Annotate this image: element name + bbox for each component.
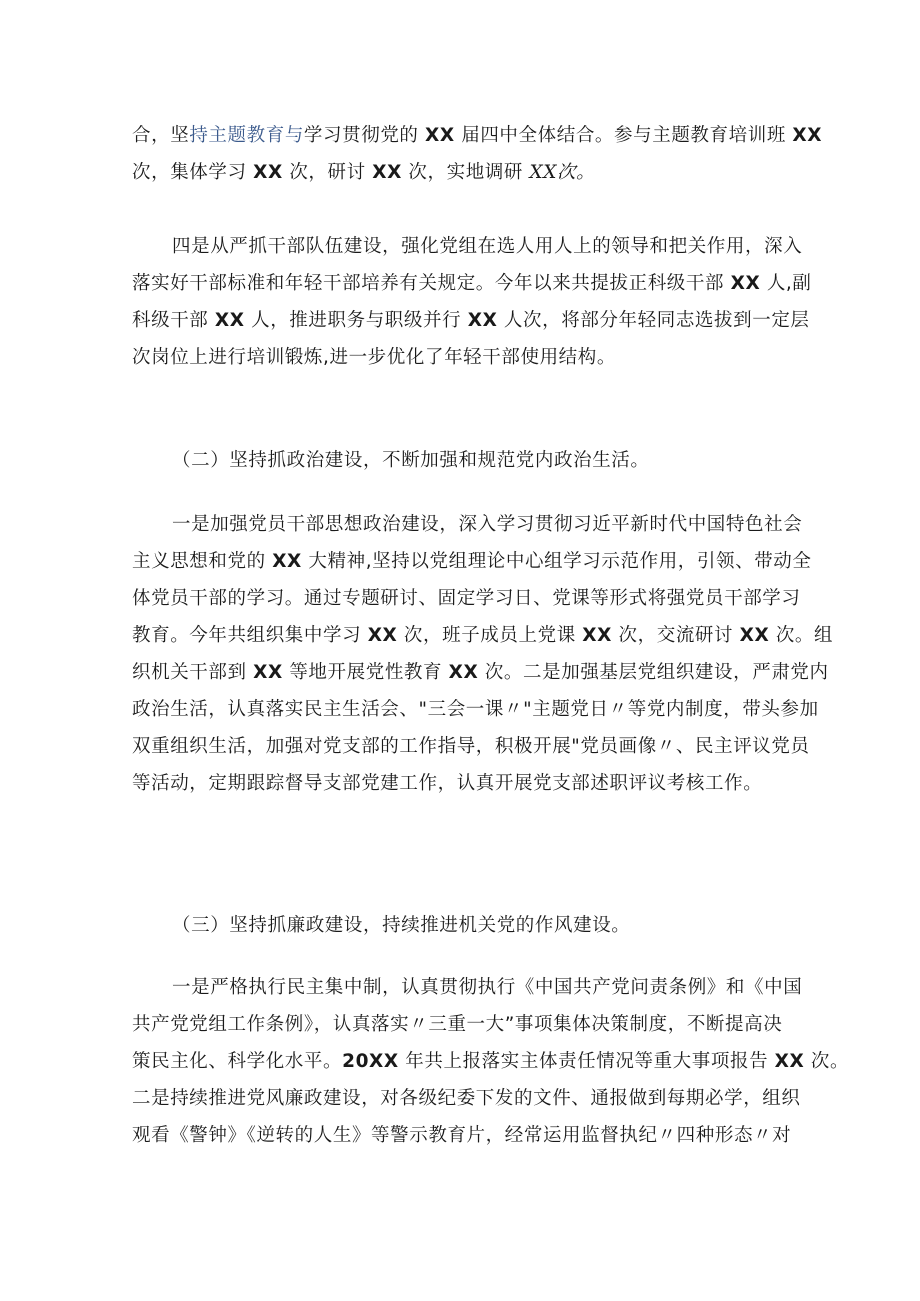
paragraph-1: [132, 117, 823, 191]
paragraph-3-line-2: 主义思想和党的 XX 大精神,坚持以党组理论中心组学习示范作用，引领、带动全: [132, 551, 812, 572]
paragraph-3-line-4: 教育。今年共组织集中学习 XX 次，班子成员上党课 XX 次，交流研讨 XX 次。组: [132, 625, 834, 646]
paragraph-4-line-3: 策民主化、科学化水平。20XX 年共上报落实主体责任情况等重大事项报告 XX 次。: [132, 1051, 850, 1072]
section-heading-2: [132, 442, 792, 479]
paragraph-1-line-1: 合，坚持主题教育与学习贯彻党的 XX 届四中全体结合。参与主题教育培训班 XX: [132, 125, 823, 146]
paragraph-3-line-7: 双重组织生活，加强对党支部的工作指导，积极开展"党员画像〃、民主评议党员: [132, 736, 810, 757]
paragraph-3-line-8: 等活动，定期跟踪督导支部党建工作，认真开展党支部述职评议考核工作。: [132, 773, 763, 794]
paragraph-4-line-5: 观看《警钟》《逆转的人生》等警示教育片，经常运用监督执纪〃四种形态〃对: [132, 1125, 792, 1146]
paragraph-2: [132, 228, 812, 376]
paragraph-3-line-6: 政治生活，认真落实民主生活会、"三会一课〃"主题党日〃等党内制度，带头参加: [132, 699, 819, 720]
paragraph-4-line-4: 二是持续推进党风廉政建设，对各级纪委下发的文件、通报做到每期必学，组织: [132, 1088, 801, 1109]
paragraph-3-line-3: 体党员干部的学习。通过专题研讨、固定学习日、党课等形式将强党员干部学习: [132, 588, 801, 609]
section-heading-2-text: （二）坚持抓政治建设，不断加强和规范党内政治生活。: [172, 450, 650, 471]
section-heading-3-text: （三）坚持抓廉政建设，持续推进机关党的作风建设。: [172, 915, 631, 936]
paragraph-4: [132, 969, 850, 1154]
section-heading-3: [132, 907, 792, 944]
paragraph-1-line-2: 次，集体学习 XX 次，研讨 XX 次，实地调研 XX次。: [132, 162, 596, 183]
paragraph-4-line-2: 共产党党组工作条例》，认真落实〃三重一大”事项集体决策制度，不断提高决: [132, 1014, 783, 1035]
paragraph-3-line-1: 一是加强党员干部思想政治建设，深入学习贯彻习近平新时代中国特色社会: [172, 514, 803, 535]
paragraph-3-line-5: 织机关干部到 XX 等地开展党性教育 XX 次。二是加强基层党组织建设，严肃党内: [132, 662, 829, 683]
paragraph-2-line-2: 落实好干部标准和年轻干部培养有关规定。今年以来共提拔正科级干部 XX 人,副: [132, 273, 812, 294]
paragraph-2-line-4: 次岗位上进行培训锻炼,进一步优化了年轻干部使用结构。: [132, 347, 616, 368]
paragraph-4-line-1: 一是严格执行民主集中制，认真贯彻执行《中国共产党问责条例》和《中国: [172, 977, 803, 998]
paragraph-2-line-1: 四是从严抓干部队伍建设，强化党组在选人用人上的领导和把关作用，深入: [172, 236, 803, 257]
highlighted-text: 持主题教育与: [189, 125, 304, 146]
paragraph-3: [132, 506, 834, 802]
paragraph-2-line-3: 科级干部 XX 人，推进职务与职级并行 XX 人次，将部分年轻同志选拔到一定层: [132, 310, 810, 331]
